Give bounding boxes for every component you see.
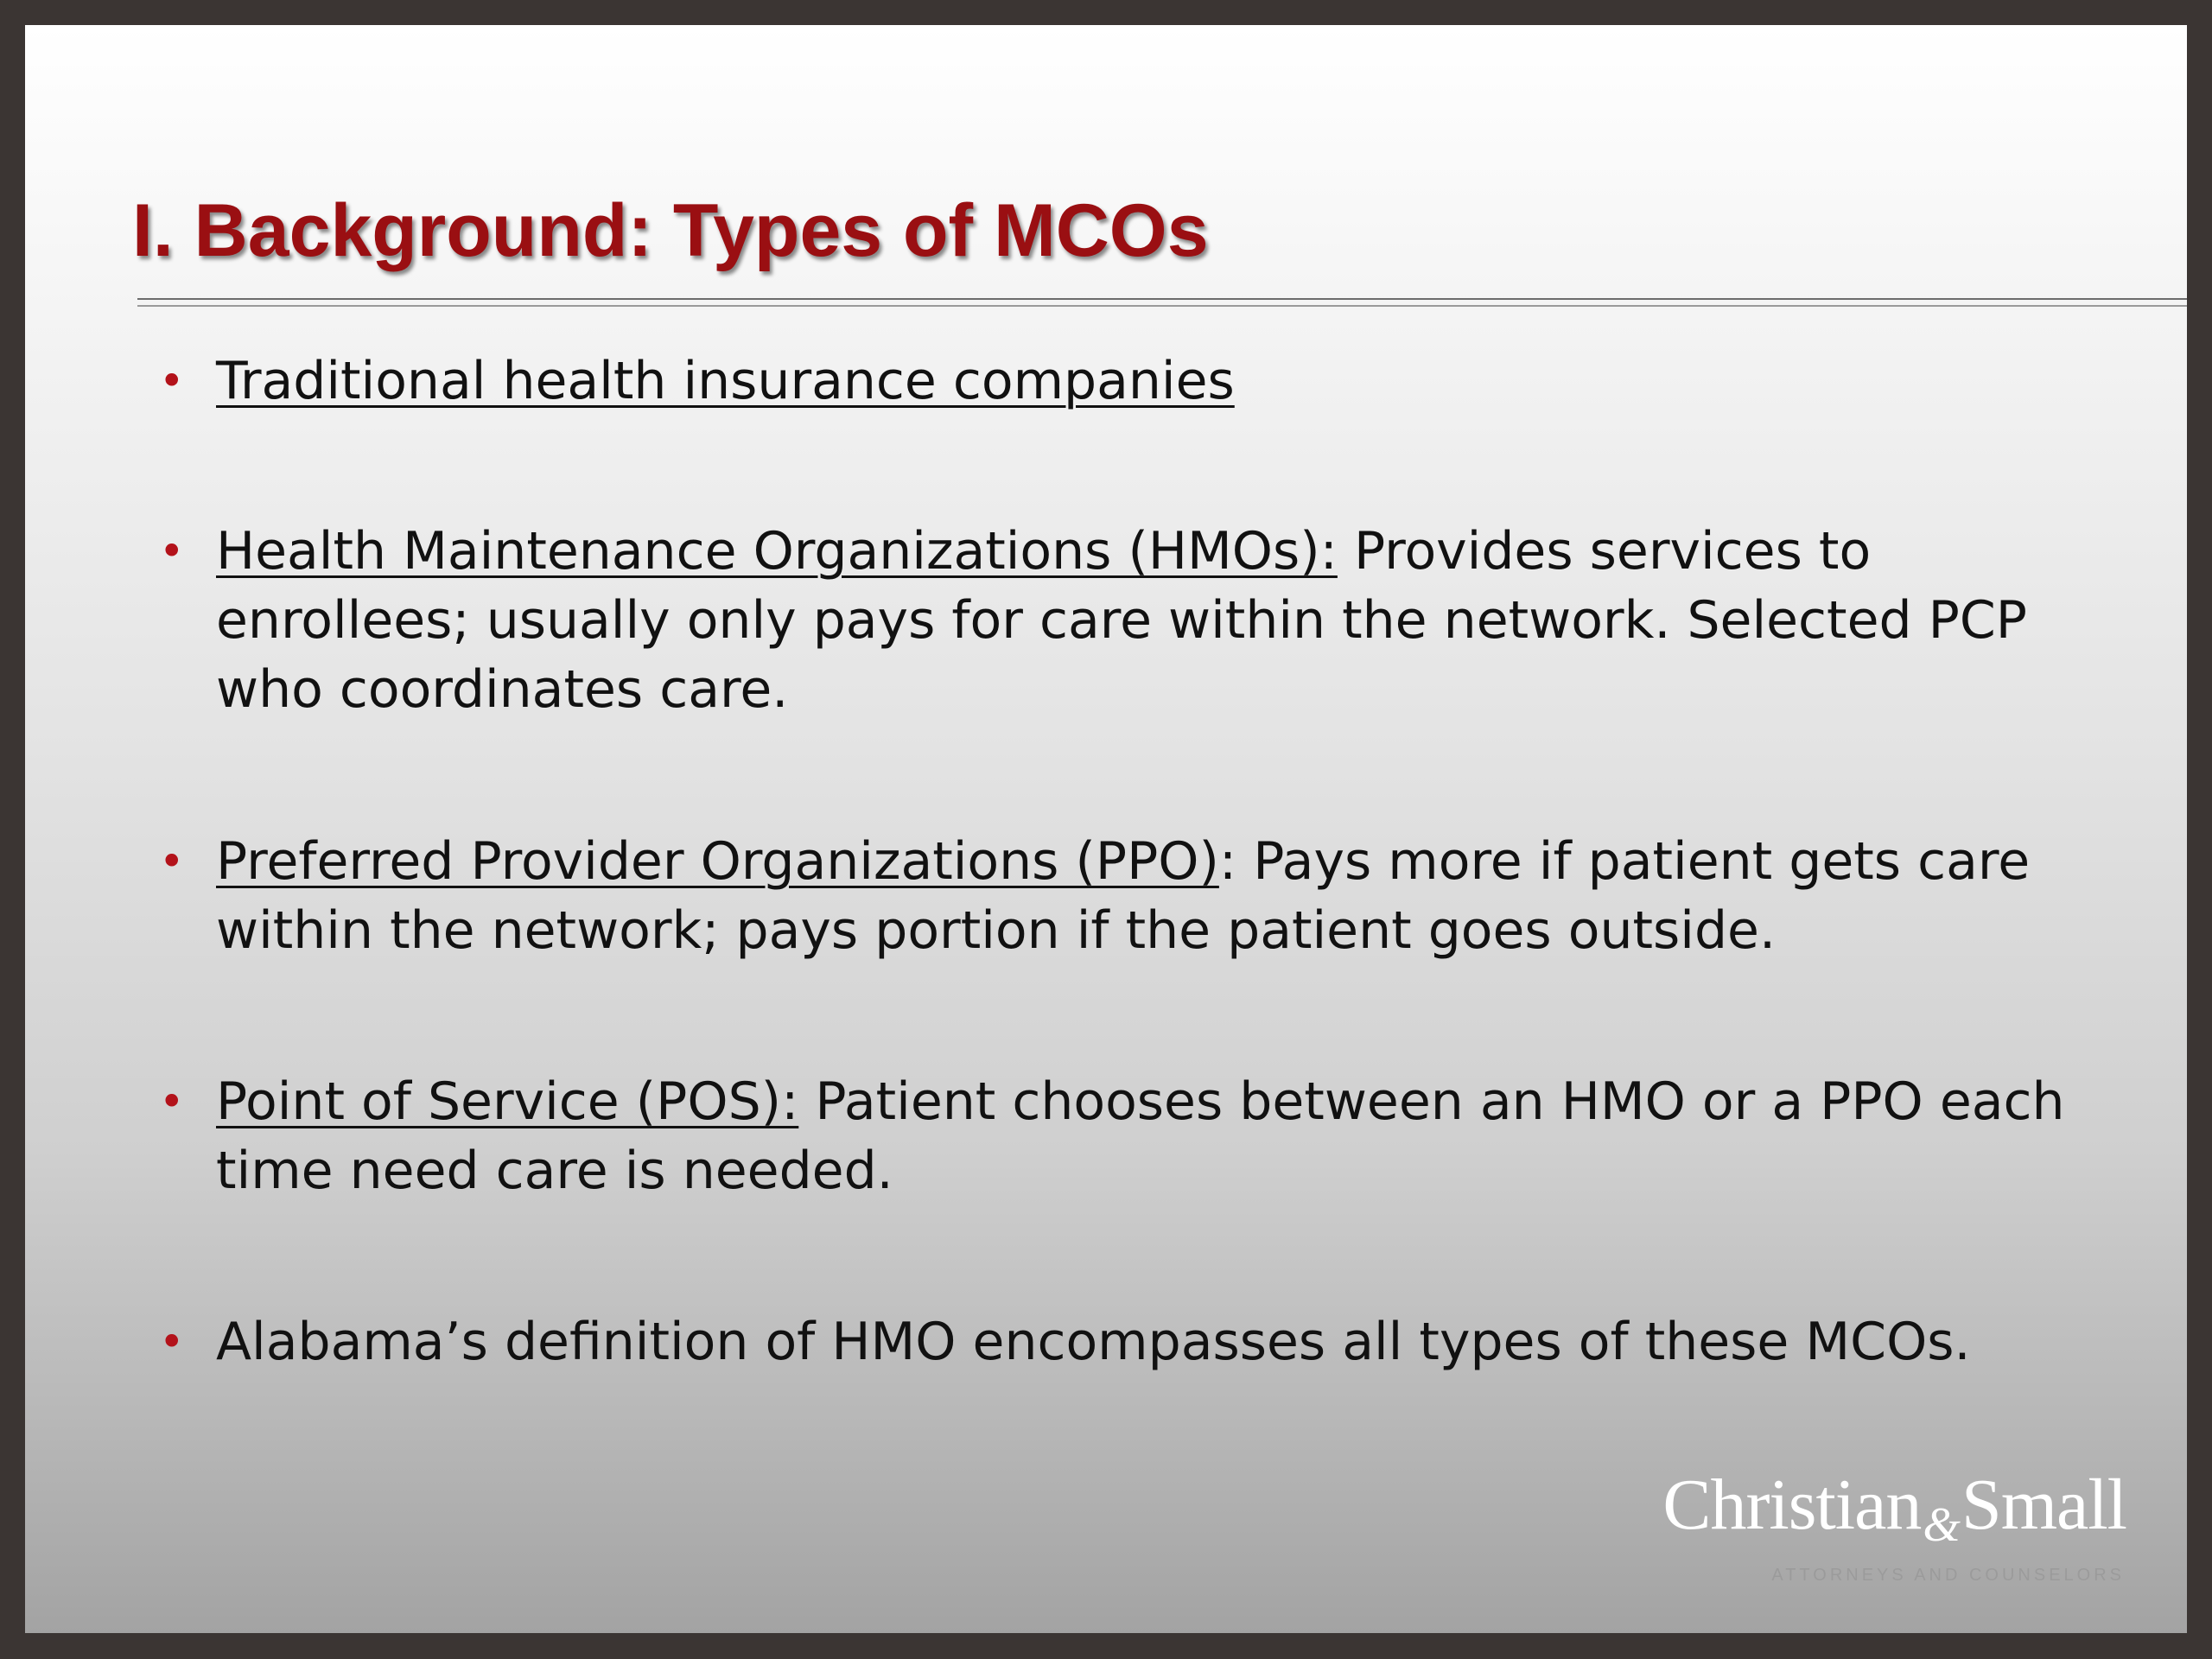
bullet-separator: :	[1218, 831, 1254, 892]
bullet-item-hmo	[159, 517, 2074, 724]
bullet-item-traditional	[159, 346, 2074, 416]
bullet-item-alabama	[159, 1307, 2074, 1376]
bullet-list	[25, 25, 2187, 1633]
bullet-marker: •	[159, 356, 185, 406]
bullet-separator	[798, 1071, 815, 1132]
bullet-separator	[1338, 521, 1354, 582]
bullet-text: Provides services to enrollees; usually only pays for care within the network. Selected PCP who coordinates care.	[216, 521, 2027, 720]
bullet-marker: •	[159, 1077, 185, 1127]
bullet-marker: •	[159, 836, 185, 887]
bullet-text: Patient chooses between an HMO or a PPO each time need care is needed.	[216, 1071, 2065, 1201]
logo-name-second: Small	[1961, 1465, 2126, 1545]
bullet-marker: •	[159, 526, 185, 576]
bullet-text: Pays more if patient gets care within the network; pays portion if the patient goes outside.	[216, 831, 2031, 961]
logo-name-first: Christian	[1662, 1465, 1922, 1545]
logo-ampersand: &	[1923, 1498, 1960, 1552]
bullet-term: Health Maintenance Organizations (HMOs):	[216, 521, 1338, 582]
bullet-term: Preferred Provider Organizations (PPO)	[216, 831, 1219, 892]
slide	[25, 25, 2187, 1633]
bullet-item-pos	[159, 1067, 2074, 1205]
bullet-term: Traditional health insurance companies	[216, 351, 1235, 411]
bullet-text: Alabama’s definition of HMO encompasses all types of these MCOs.	[216, 1312, 1971, 1372]
logo-tagline: ATTORNEYS AND COUNSELORS	[1771, 1566, 2125, 1585]
bullet-item-ppo	[159, 827, 2074, 965]
logo-wordmark	[1662, 1465, 2126, 1552]
bullet-term: Point of Service (POS):	[216, 1071, 799, 1132]
slide-title: I. Background: Types of MCOs	[132, 189, 1209, 272]
bullet-marker: •	[159, 1317, 185, 1367]
firm-logo	[1662, 1465, 2126, 1599]
